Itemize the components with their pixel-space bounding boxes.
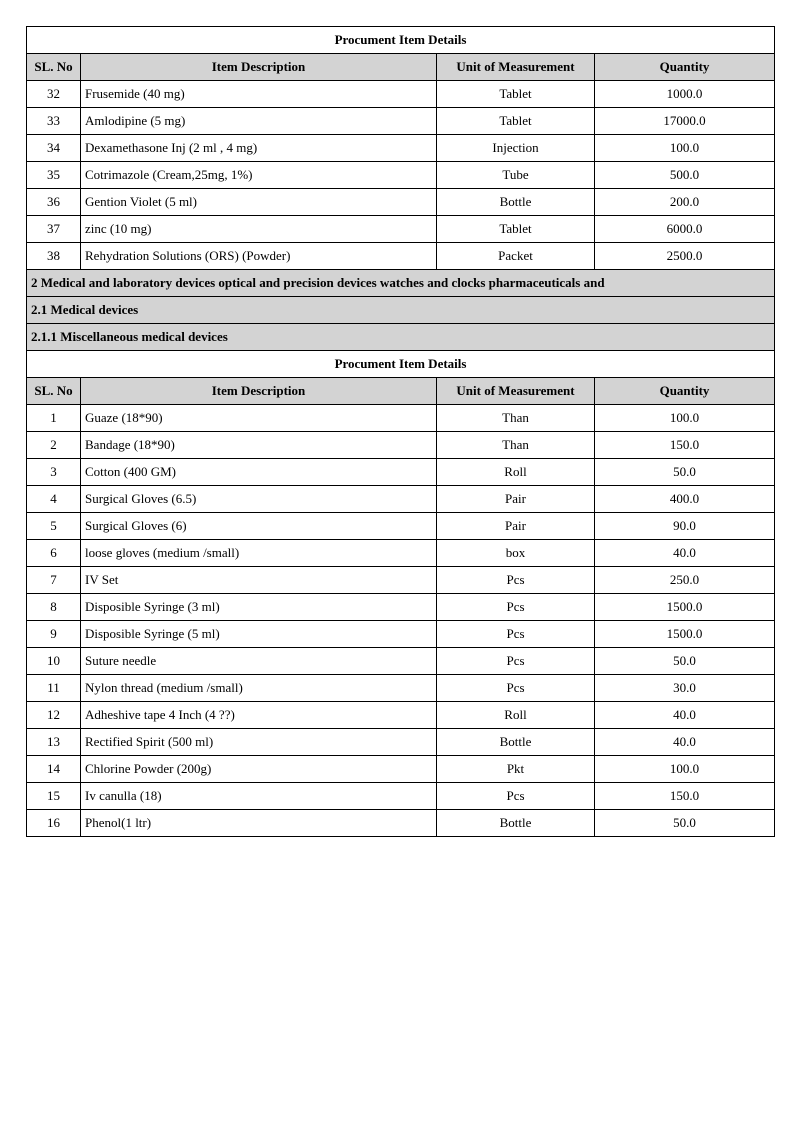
unit-cell: Tablet [437, 216, 595, 243]
quantity-cell: 500.0 [595, 162, 775, 189]
quantity-cell: 2500.0 [595, 243, 775, 270]
sl-no-cell: 33 [27, 108, 81, 135]
sl-no-cell: 5 [27, 513, 81, 540]
sl-no-cell: 16 [27, 810, 81, 837]
sl-no-cell: 1 [27, 405, 81, 432]
quantity-cell: 40.0 [595, 729, 775, 756]
quantity-cell: 50.0 [595, 459, 775, 486]
table-title: Procument Item Details [27, 27, 775, 54]
section-heading-2: 2 Medical and laboratory devices optical and precision devices watches and clocks pharmaceuticals and [27, 270, 775, 297]
item-description-cell: Iv canulla (18) [81, 783, 437, 810]
quantity-cell: 1500.0 [595, 594, 775, 621]
unit-cell: Pair [437, 513, 595, 540]
sl-no-cell: 34 [27, 135, 81, 162]
item-description-cell: Chlorine Powder (200g) [81, 756, 437, 783]
table-row [27, 189, 775, 216]
quantity-cell: 200.0 [595, 189, 775, 216]
quantity-cell: 40.0 [595, 702, 775, 729]
unit-cell: Bottle [437, 729, 595, 756]
item-description-cell: Suture needle [81, 648, 437, 675]
header-quantity: Quantity [595, 378, 775, 405]
header-quantity: Quantity [595, 54, 775, 81]
table-row [27, 810, 775, 837]
item-description-cell: Cotrimazole (Cream,25mg, 1%) [81, 162, 437, 189]
unit-cell: Tablet [437, 81, 595, 108]
table-row [27, 513, 775, 540]
header-item-description: Item Description [81, 54, 437, 81]
item-description-cell: loose gloves (medium /small) [81, 540, 437, 567]
item-description-cell: Cotton (400 GM) [81, 459, 437, 486]
quantity-cell: 250.0 [595, 567, 775, 594]
group1-rows [27, 81, 775, 270]
group2-rows [27, 405, 775, 837]
section-heading-2-1-1: 2.1.1 Miscellaneous medical devices [27, 324, 775, 351]
table-title-2: Procument Item Details [27, 351, 775, 378]
quantity-cell: 30.0 [595, 675, 775, 702]
table-row [27, 648, 775, 675]
item-description-cell: zinc (10 mg) [81, 216, 437, 243]
quantity-cell: 100.0 [595, 405, 775, 432]
sl-no-cell: 13 [27, 729, 81, 756]
sl-no-cell: 7 [27, 567, 81, 594]
unit-cell: Bottle [437, 810, 595, 837]
unit-cell: Than [437, 405, 595, 432]
unit-cell: Roll [437, 702, 595, 729]
quantity-cell: 100.0 [595, 756, 775, 783]
section-heading-2-1: 2.1 Medical devices [27, 297, 775, 324]
quantity-cell: 90.0 [595, 513, 775, 540]
unit-cell: Pair [437, 486, 595, 513]
item-description-cell: Adheshive tape 4 Inch (4 ??) [81, 702, 437, 729]
item-description-cell: Gention Violet (5 ml) [81, 189, 437, 216]
item-description-cell: IV Set [81, 567, 437, 594]
unit-cell: Tube [437, 162, 595, 189]
unit-cell: Pcs [437, 783, 595, 810]
sl-no-cell: 4 [27, 486, 81, 513]
table-row [27, 81, 775, 108]
sl-no-cell: 11 [27, 675, 81, 702]
table-row [27, 459, 775, 486]
quantity-cell: 50.0 [595, 648, 775, 675]
item-description-cell: Surgical Gloves (6) [81, 513, 437, 540]
item-description-cell: Disposible Syringe (3 ml) [81, 594, 437, 621]
table-row [27, 756, 775, 783]
header-sl-no: SL. No [27, 378, 81, 405]
sl-no-cell: 8 [27, 594, 81, 621]
quantity-cell: 400.0 [595, 486, 775, 513]
table-row [27, 162, 775, 189]
table-title-row-2 [27, 351, 775, 378]
header-unit-of-measurement: Unit of Measurement [437, 54, 595, 81]
item-description-cell: Nylon thread (medium /small) [81, 675, 437, 702]
table-row [27, 621, 775, 648]
unit-cell: Pcs [437, 675, 595, 702]
quantity-cell: 40.0 [595, 540, 775, 567]
sl-no-cell: 3 [27, 459, 81, 486]
table-row [27, 135, 775, 162]
header-row [27, 54, 775, 81]
item-description-cell: Dexamethasone Inj (2 ml , 4 mg) [81, 135, 437, 162]
table-row [27, 675, 775, 702]
table-row [27, 702, 775, 729]
unit-cell: Packet [437, 243, 595, 270]
table-row [27, 108, 775, 135]
sl-no-cell: 2 [27, 432, 81, 459]
item-description-cell: Bandage (18*90) [81, 432, 437, 459]
quantity-cell: 50.0 [595, 810, 775, 837]
sl-no-cell: 6 [27, 540, 81, 567]
sl-no-cell: 15 [27, 783, 81, 810]
item-description-cell: Disposible Syringe (5 ml) [81, 621, 437, 648]
unit-cell: Roll [437, 459, 595, 486]
unit-cell: Pcs [437, 594, 595, 621]
unit-cell: Tablet [437, 108, 595, 135]
section-2-1-row [27, 297, 775, 324]
table-row [27, 432, 775, 459]
procurement-table [26, 26, 775, 837]
item-description-cell: Phenol(1 ltr) [81, 810, 437, 837]
quantity-cell: 1500.0 [595, 621, 775, 648]
header-unit-of-measurement: Unit of Measurement [437, 378, 595, 405]
item-description-cell: Amlodipine (5 mg) [81, 108, 437, 135]
sl-no-cell: 36 [27, 189, 81, 216]
quantity-cell: 17000.0 [595, 108, 775, 135]
sl-no-cell: 9 [27, 621, 81, 648]
unit-cell: Bottle [437, 189, 595, 216]
header-item-description: Item Description [81, 378, 437, 405]
section-2-1-1-row [27, 324, 775, 351]
quantity-cell: 6000.0 [595, 216, 775, 243]
item-description-cell: Rectified Spirit (500 ml) [81, 729, 437, 756]
item-description-cell: Surgical Gloves (6.5) [81, 486, 437, 513]
unit-cell: box [437, 540, 595, 567]
sl-no-cell: 35 [27, 162, 81, 189]
table-row [27, 540, 775, 567]
table-row [27, 567, 775, 594]
quantity-cell: 1000.0 [595, 81, 775, 108]
quantity-cell: 150.0 [595, 783, 775, 810]
sl-no-cell: 12 [27, 702, 81, 729]
unit-cell: Pcs [437, 567, 595, 594]
table-title-row [27, 27, 775, 54]
sl-no-cell: 32 [27, 81, 81, 108]
section-2-row [27, 270, 775, 297]
unit-cell: Pcs [437, 648, 595, 675]
unit-cell: Pcs [437, 621, 595, 648]
item-description-cell: Guaze (18*90) [81, 405, 437, 432]
unit-cell: Pkt [437, 756, 595, 783]
quantity-cell: 150.0 [595, 432, 775, 459]
header-row-2 [27, 378, 775, 405]
item-description-cell: Frusemide (40 mg) [81, 81, 437, 108]
sl-no-cell: 37 [27, 216, 81, 243]
sl-no-cell: 14 [27, 756, 81, 783]
table-row [27, 486, 775, 513]
sl-no-cell: 10 [27, 648, 81, 675]
table-row [27, 405, 775, 432]
table-row [27, 729, 775, 756]
sl-no-cell: 38 [27, 243, 81, 270]
table-row [27, 216, 775, 243]
table-row [27, 594, 775, 621]
table-row [27, 783, 775, 810]
table-row [27, 243, 775, 270]
unit-cell: Than [437, 432, 595, 459]
item-description-cell: Rehydration Solutions (ORS) (Powder) [81, 243, 437, 270]
unit-cell: Injection [437, 135, 595, 162]
header-sl-no: SL. No [27, 54, 81, 81]
quantity-cell: 100.0 [595, 135, 775, 162]
